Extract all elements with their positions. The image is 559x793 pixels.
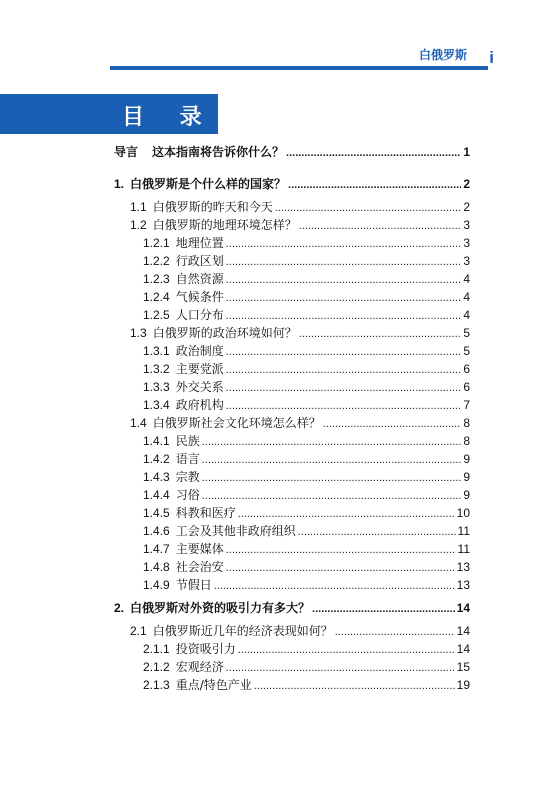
toc-entry-number: 1.3.4	[143, 398, 170, 412]
toc-entry-number: 1.2.4	[143, 290, 170, 304]
toc-leader-dots	[299, 218, 462, 234]
toc-entry[interactable]	[130, 623, 470, 640]
toc-entry-number: 1.4.1	[143, 434, 170, 448]
toc-entry-title: 外交关系	[175, 380, 224, 394]
toc-entry-page: 4	[463, 290, 470, 304]
toc-leader-dots	[226, 290, 462, 306]
toc-entry-page: 3	[463, 236, 470, 250]
toc-entry[interactable]	[143, 307, 470, 324]
toc-entry-title: 白俄罗斯对外资的吸引力有多大？	[130, 601, 311, 615]
toc-entry[interactable]	[143, 659, 470, 676]
toc-entry-number: 1.4.6	[143, 524, 170, 538]
toc-leader-dots	[226, 272, 462, 288]
toc-leader-dots	[202, 452, 462, 468]
toc-entry-number: 1.2.3	[143, 272, 170, 286]
toc-entry-title: 白俄罗斯是个什么样的国家？	[130, 177, 287, 191]
toc-entry-page: 3	[463, 218, 470, 232]
toc-entry[interactable]	[143, 541, 470, 558]
toc-entry-page: 9	[463, 452, 470, 466]
toc-entry-title: 人口分布	[175, 308, 224, 322]
toc-entry-page: 7	[463, 398, 470, 412]
toc-entry-number: 2.1.1	[143, 642, 170, 656]
toc-entry-title: 习俗	[175, 488, 200, 502]
toc-entry-number: 1.4.8	[143, 560, 170, 574]
toc-entry[interactable]	[114, 176, 470, 193]
toc-entry-title: 主要媒体	[175, 542, 224, 556]
toc-entry-title: 自然资源	[175, 272, 224, 286]
toc-entry[interactable]	[143, 433, 470, 450]
toc-leader-dots	[286, 145, 461, 161]
toc-entry-number: 2.	[114, 601, 125, 615]
toc-leader-dots	[226, 236, 462, 252]
toc-leader-dots	[214, 578, 455, 594]
toc-entry-number: 1.2.5	[143, 308, 170, 322]
toc-entry-page: 3	[463, 254, 470, 268]
toc-entry-number: 2.1.2	[143, 660, 170, 674]
toc-entry[interactable]	[114, 144, 470, 161]
toc-entry-title: 政治制度	[175, 344, 224, 358]
toc-entry-number: 1.2	[130, 218, 147, 232]
toc-entry-title: 节假日	[175, 578, 212, 592]
toc-leader-dots	[202, 470, 462, 486]
toc-entry-title: 主要党派	[175, 362, 224, 376]
header-rule	[110, 66, 488, 70]
running-header-title: 白俄罗斯	[418, 48, 467, 62]
toc-entry-number: 1.3	[130, 326, 147, 340]
toc-entry[interactable]	[143, 289, 470, 306]
toc-entry-title: 宏观经济	[175, 660, 224, 674]
toc-entry[interactable]	[143, 577, 470, 594]
toc-entry[interactable]	[143, 505, 470, 522]
toc-entry-page: 9	[463, 470, 470, 484]
toc-entry-page: 5	[463, 326, 470, 340]
toc-leader-dots	[226, 362, 462, 378]
toc-entry[interactable]	[143, 379, 470, 396]
toc-entry-title: 工会及其他非政府组织	[175, 524, 296, 538]
toc-entry-number: 1.4.5	[143, 506, 170, 520]
toc-entry-number: 1.4	[130, 416, 147, 430]
toc-entry-title: 语言	[175, 452, 200, 466]
toc-leader-dots	[226, 560, 455, 576]
toc-leader-dots	[299, 326, 462, 342]
toc-leader-dots	[226, 308, 462, 324]
toc-entry[interactable]	[130, 199, 470, 216]
toc-entry-title: 投资吸引力	[175, 642, 236, 656]
toc-entry[interactable]	[143, 361, 470, 378]
toc-entry-page: 13	[456, 578, 470, 592]
toc-entry-page: 1	[463, 145, 470, 159]
toc-entry-page: 15	[456, 660, 470, 674]
toc-entry-title: 行政区划	[175, 254, 224, 268]
toc-entry-page: 4	[463, 272, 470, 286]
toc-entry-page: 8	[463, 416, 470, 430]
toc-entry-number: 导言	[114, 145, 139, 159]
toc-entry-title: 地理位置	[175, 236, 224, 250]
toc-leader-dots	[312, 601, 455, 617]
toc-leader-dots	[226, 398, 462, 414]
toc-leader-dots	[238, 642, 455, 658]
toc-entry[interactable]	[143, 523, 470, 540]
toc-entry[interactable]	[143, 677, 470, 694]
toc-entry[interactable]	[130, 325, 470, 342]
toc-entry[interactable]	[143, 235, 470, 252]
toc-entry-page: 11	[457, 542, 470, 556]
toc-title: 目 录	[122, 105, 216, 130]
toc-leader-dots	[254, 678, 455, 694]
toc-entry-title: 白俄罗斯的地理环境怎样？	[152, 218, 297, 232]
toc-entry-page: 14	[456, 624, 470, 638]
toc-entry-title: 白俄罗斯的政治环境如何？	[152, 326, 297, 340]
toc-entry-number: 1.4.2	[143, 452, 170, 466]
toc-entry[interactable]	[143, 487, 470, 504]
toc-entry-title: 白俄罗斯社会文化环境怎么样？	[152, 416, 321, 430]
toc-entry-page: 6	[463, 362, 470, 376]
toc-entry-number: 1.3.2	[143, 362, 170, 376]
toc-entry-number: 1.4.7	[143, 542, 170, 556]
toc-entry-title: 政府机构	[175, 398, 224, 412]
toc-leader-dots	[202, 434, 462, 450]
toc-entry-page: 13	[456, 560, 470, 574]
toc-leader-dots	[226, 254, 462, 270]
toc-entry[interactable]	[143, 641, 470, 658]
toc-entry-title: 白俄罗斯的昨天和今天	[152, 200, 273, 214]
toc-entry-page: 19	[456, 678, 470, 692]
toc-entry[interactable]	[143, 397, 470, 414]
toc-leader-dots	[226, 660, 455, 676]
toc-entry-number: 2.1.3	[143, 678, 170, 692]
toc-entry[interactable]	[143, 469, 470, 486]
toc-leader-dots	[323, 416, 462, 432]
toc-entry-page: 4	[463, 308, 470, 322]
toc-entry-page: 2	[463, 177, 470, 191]
toc-entry-number: 1.4.3	[143, 470, 170, 484]
toc-entry[interactable]	[143, 253, 470, 270]
toc-entry-page: 11	[457, 524, 470, 538]
toc-entry-number: 1.4.4	[143, 488, 170, 502]
toc-leader-dots	[298, 524, 456, 540]
toc-entry-number: 1.2.2	[143, 254, 170, 268]
toc-leader-dots	[226, 344, 462, 360]
toc-entry[interactable]	[143, 271, 470, 288]
toc-leader-dots	[275, 200, 462, 216]
toc-entry-title: 民族	[175, 434, 200, 448]
toc-entry[interactable]	[143, 343, 470, 360]
toc-entry[interactable]	[130, 217, 470, 234]
toc-entry-number: 1.2.1	[143, 236, 170, 250]
toc-entry-number: 1.	[114, 177, 125, 191]
toc-leader-dots	[226, 380, 462, 396]
page-number: i	[489, 48, 494, 67]
toc-entry-title: 科教和医疗	[175, 506, 236, 520]
toc-entry-page: 10	[456, 506, 470, 520]
toc-entry-title: 气候条件	[175, 290, 224, 304]
toc-leader-dots	[226, 542, 456, 558]
toc-entry-number: 1.3.1	[143, 344, 170, 358]
toc-entry-title: 重点/特色产业	[175, 678, 252, 692]
toc-entry-page: 6	[463, 380, 470, 394]
toc-entry-title: 这本指南将告诉你什么？	[152, 145, 285, 159]
toc-entry-title: 宗教	[175, 470, 200, 484]
toc-entry-number: 2.1	[130, 624, 147, 638]
toc-entry-page: 8	[463, 434, 470, 448]
toc-entry[interactable]	[143, 559, 470, 576]
toc-entry-number: 1.3.3	[143, 380, 170, 394]
toc-leader-dots	[238, 506, 455, 522]
toc-entry[interactable]	[130, 415, 470, 432]
toc-entry-title: 白俄罗斯近几年的经济表现如何？	[152, 624, 333, 638]
toc-entry-page: 14	[456, 642, 470, 656]
toc-entry-number: 1.4.9	[143, 578, 170, 592]
toc-leader-dots	[202, 488, 462, 504]
toc-entry-page: 5	[463, 344, 470, 358]
toc-entry-page: 2	[463, 200, 470, 214]
toc-entry-title: 社会治安	[175, 560, 224, 574]
toc-entry[interactable]	[114, 600, 470, 617]
toc-entry-page: 14	[456, 601, 470, 615]
toc-leader-dots	[288, 177, 461, 193]
toc-entry-number: 1.1	[130, 200, 147, 214]
toc-leader-dots	[335, 624, 455, 640]
toc-entry[interactable]	[143, 451, 470, 468]
toc-entry-page: 9	[463, 488, 470, 502]
